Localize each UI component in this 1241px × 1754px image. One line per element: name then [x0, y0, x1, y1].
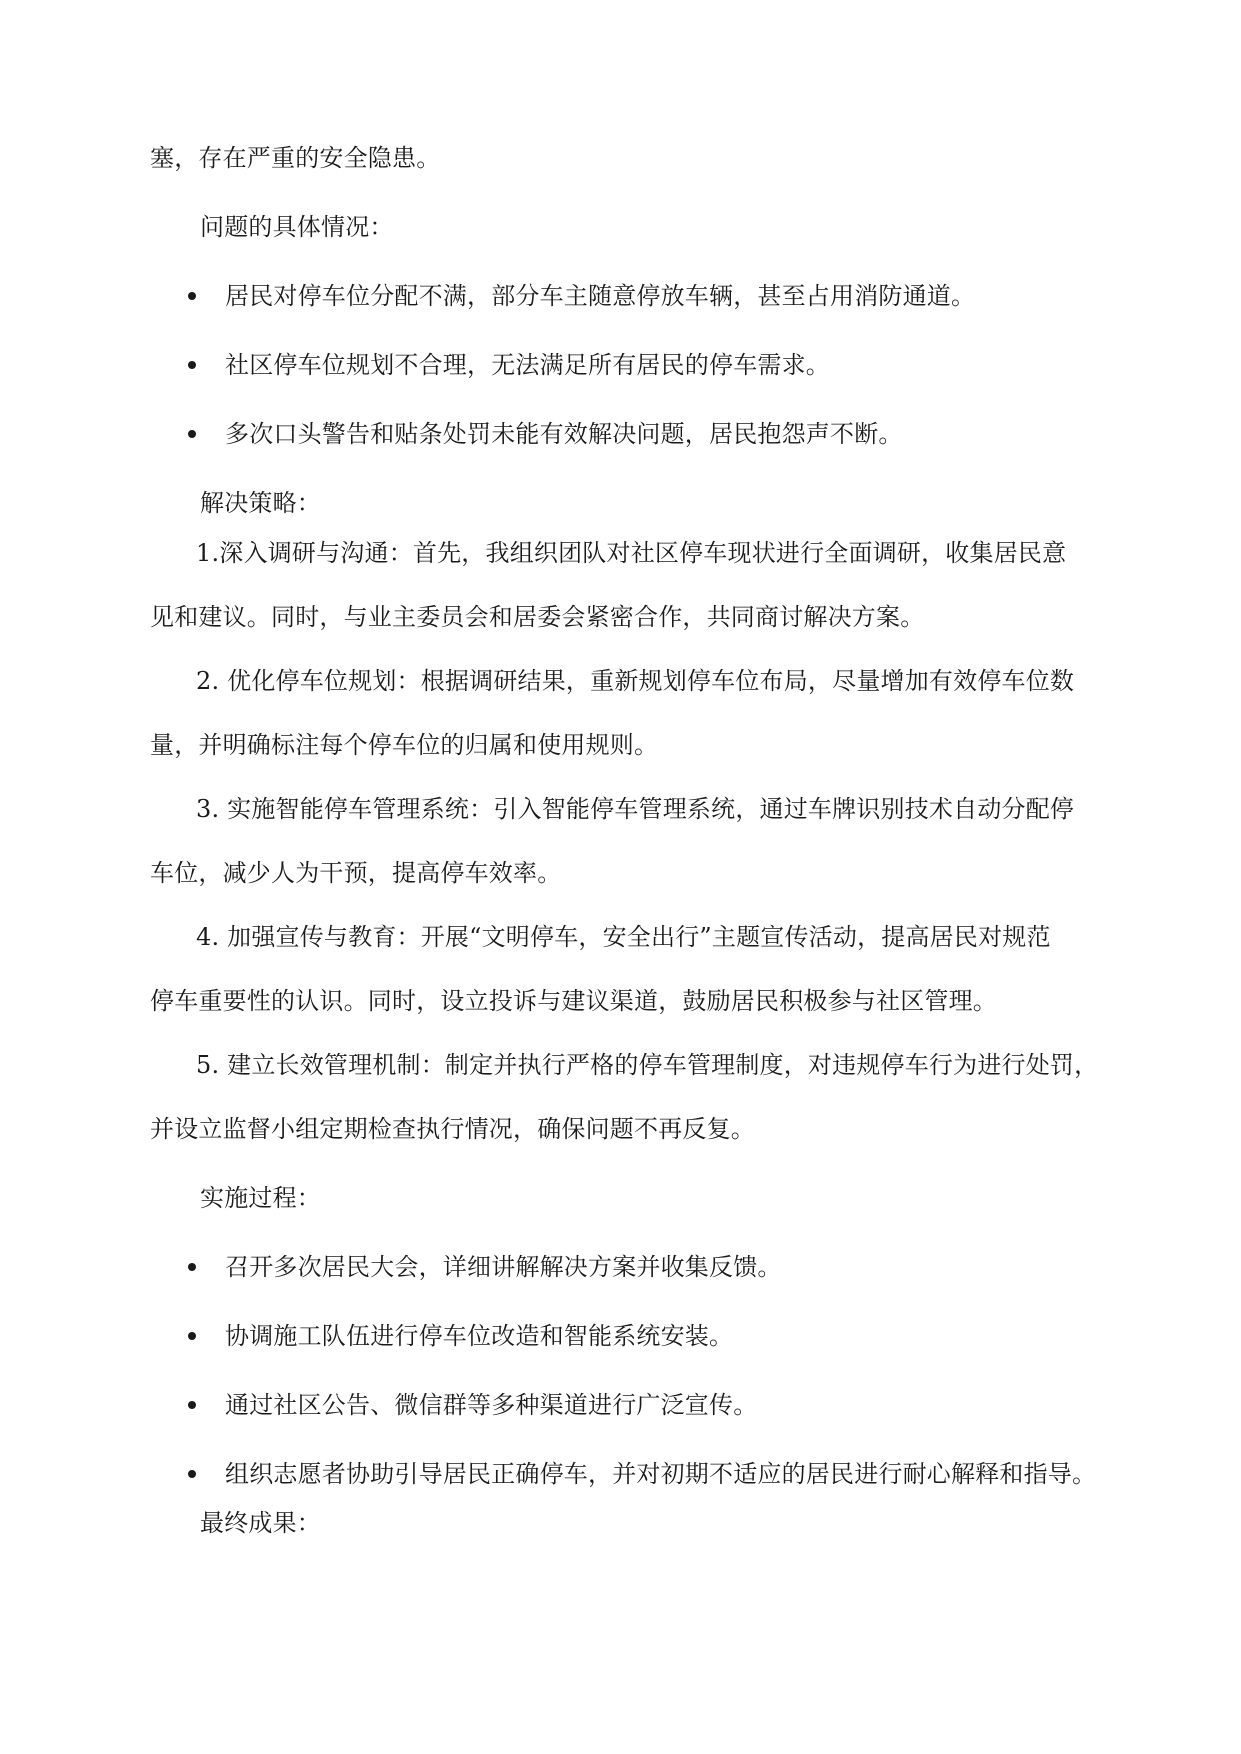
implementation-item: 召开多次居民大会，详细讲解解决方案并收集反馈。: [225, 1253, 782, 1281]
implementation-heading: 实施过程：: [200, 1184, 321, 1212]
implementation-item: 组织志愿者协助引导居民正确停车，并对初期不适应的居民进行耐心解释和指导。: [225, 1460, 1097, 1488]
bullet-icon: [188, 292, 196, 300]
strategy-heading: 解决策略：: [200, 489, 321, 517]
strategy-5-line2: 并设立监督小组定期检查执行情况，确保问题不再反复。: [150, 1115, 755, 1143]
bullet-icon: [188, 361, 196, 369]
strategy-3-line1: 3. 实施智能停车管理系统：引入智能停车管理系统，通过车牌识别技术自动分配停: [196, 795, 1075, 823]
bullet-icon: [188, 1332, 196, 1340]
strategy-2-line1: 2. 优化停车位规划：根据调研结果，重新规划停车位布局，尽量增加有效停车位数: [196, 667, 1075, 695]
strategy-2-line2: 量，并明确标注每个停车位的归属和使用规则。: [150, 731, 659, 759]
bullet-icon: [188, 1401, 196, 1409]
bullet-icon: [188, 1263, 196, 1271]
implementation-item: 通过社区公告、微信群等多种渠道进行广泛宣传。: [225, 1391, 758, 1419]
strategy-1-line1: 1.深入调研与沟通：首先，我组织团队对社区停车现状进行全面调研，收集居民意: [196, 539, 1067, 567]
bullet-icon: [188, 430, 196, 438]
problem-item: 多次口头警告和贴条处罚未能有效解决问题，居民抱怨声不断。: [225, 420, 903, 448]
bullet-icon: [188, 1470, 196, 1478]
strategy-4-line1: 4. 加强宣传与教育：开展“文明停车，安全出行”主题宣传活动，提高居民对规范: [196, 923, 1051, 951]
strategy-4-line2: 停车重要性的认识。同时，设立投诉与建议渠道，鼓励居民积极参与社区管理。: [150, 987, 997, 1015]
strategy-5-line1: 5. 建立长效管理机制：制定并执行严格的停车管理制度，对违规停车行为进行处罚，: [196, 1051, 1099, 1079]
continuation-text: 塞，存在严重的安全隐患。: [150, 144, 441, 172]
problem-heading: 问题的具体情况：: [200, 213, 394, 241]
result-heading: 最终成果：: [200, 1509, 321, 1537]
implementation-item: 协调施工队伍进行停车位改造和智能系统安装。: [225, 1322, 734, 1350]
problem-item: 居民对停车位分配不满，部分车主随意停放车辆，甚至占用消防通道。: [225, 282, 976, 310]
strategy-1-line2: 见和建议。同时，与业主委员会和居委会紧密合作，共同商讨解决方案。: [150, 603, 925, 631]
strategy-3-line2: 车位，减少人为干预，提高停车效率。: [150, 859, 562, 887]
problem-item: 社区停车位规划不合理，无法满足所有居民的停车需求。: [225, 351, 830, 379]
